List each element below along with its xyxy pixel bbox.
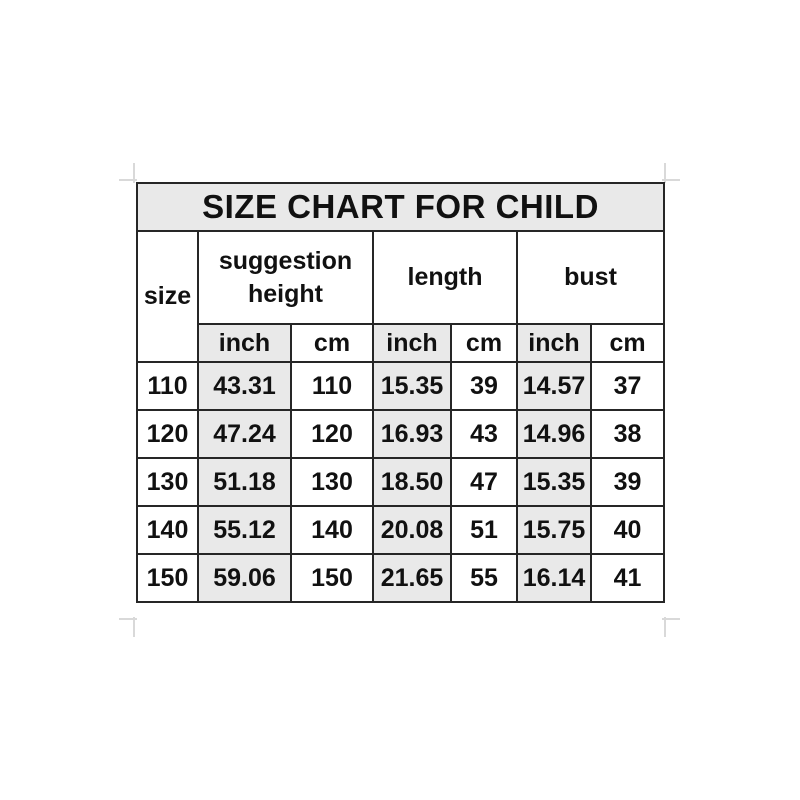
bust-inch-cell: 15.35	[517, 458, 591, 506]
table-row	[137, 458, 664, 506]
size-column-header: size	[137, 231, 198, 362]
size-cell: 130	[137, 458, 198, 506]
unit-header-row	[137, 324, 664, 362]
unit-header-length-inch: inch	[373, 324, 451, 362]
bust-cm-cell: 38	[591, 410, 664, 458]
length-cm-cell: 51	[451, 506, 517, 554]
length-inch-cell: 15.35	[373, 362, 451, 410]
group-header-row	[137, 231, 664, 324]
height-cm-cell: 130	[291, 458, 373, 506]
height-inch-cell: 47.24	[198, 410, 291, 458]
title-row	[137, 183, 664, 231]
bust-inch-cell: 14.57	[517, 362, 591, 410]
length-inch-cell: 21.65	[373, 554, 451, 602]
crop-mark-top-right-horizontal	[662, 179, 680, 181]
height-cm-cell: 120	[291, 410, 373, 458]
unit-header-bust-inch: inch	[517, 324, 591, 362]
unit-header-bust-cm: cm	[591, 324, 664, 362]
height-cm-cell: 150	[291, 554, 373, 602]
table-row	[137, 410, 664, 458]
bust-inch-cell: 16.14	[517, 554, 591, 602]
height-inch-cell: 55.12	[198, 506, 291, 554]
length-inch-cell: 18.50	[373, 458, 451, 506]
height-inch-cell: 51.18	[198, 458, 291, 506]
chart-title: SIZE CHART FOR CHILD	[137, 183, 664, 231]
size-chart-table	[136, 182, 665, 603]
crop-mark-bottom-left-vertical	[133, 617, 135, 637]
crop-mark-top-left-horizontal	[119, 179, 137, 181]
size-cell: 120	[137, 410, 198, 458]
bust-cm-cell: 41	[591, 554, 664, 602]
unit-header-length-cm: cm	[451, 324, 517, 362]
size-cell: 150	[137, 554, 198, 602]
height-cm-cell: 140	[291, 506, 373, 554]
unit-header-height-cm: cm	[291, 324, 373, 362]
size-cell: 140	[137, 506, 198, 554]
length-cm-cell: 55	[451, 554, 517, 602]
crop-mark-bottom-right-vertical	[664, 617, 666, 637]
size-cell: 110	[137, 362, 198, 410]
bust-cm-cell: 40	[591, 506, 664, 554]
group-header-length: length	[373, 231, 517, 324]
length-inch-cell: 16.93	[373, 410, 451, 458]
height-inch-cell: 59.06	[198, 554, 291, 602]
length-cm-cell: 39	[451, 362, 517, 410]
height-inch-cell: 43.31	[198, 362, 291, 410]
unit-header-height-inch: inch	[198, 324, 291, 362]
bust-cm-cell: 39	[591, 458, 664, 506]
length-cm-cell: 47	[451, 458, 517, 506]
bust-cm-cell: 37	[591, 362, 664, 410]
table-row	[137, 506, 664, 554]
table-row	[137, 362, 664, 410]
group-header-bust: bust	[517, 231, 664, 324]
table-row	[137, 554, 664, 602]
bust-inch-cell: 15.75	[517, 506, 591, 554]
height-cm-cell: 110	[291, 362, 373, 410]
length-inch-cell: 20.08	[373, 506, 451, 554]
group-header-suggestion-height: suggestion height	[198, 231, 373, 324]
length-cm-cell: 43	[451, 410, 517, 458]
bust-inch-cell: 14.96	[517, 410, 591, 458]
